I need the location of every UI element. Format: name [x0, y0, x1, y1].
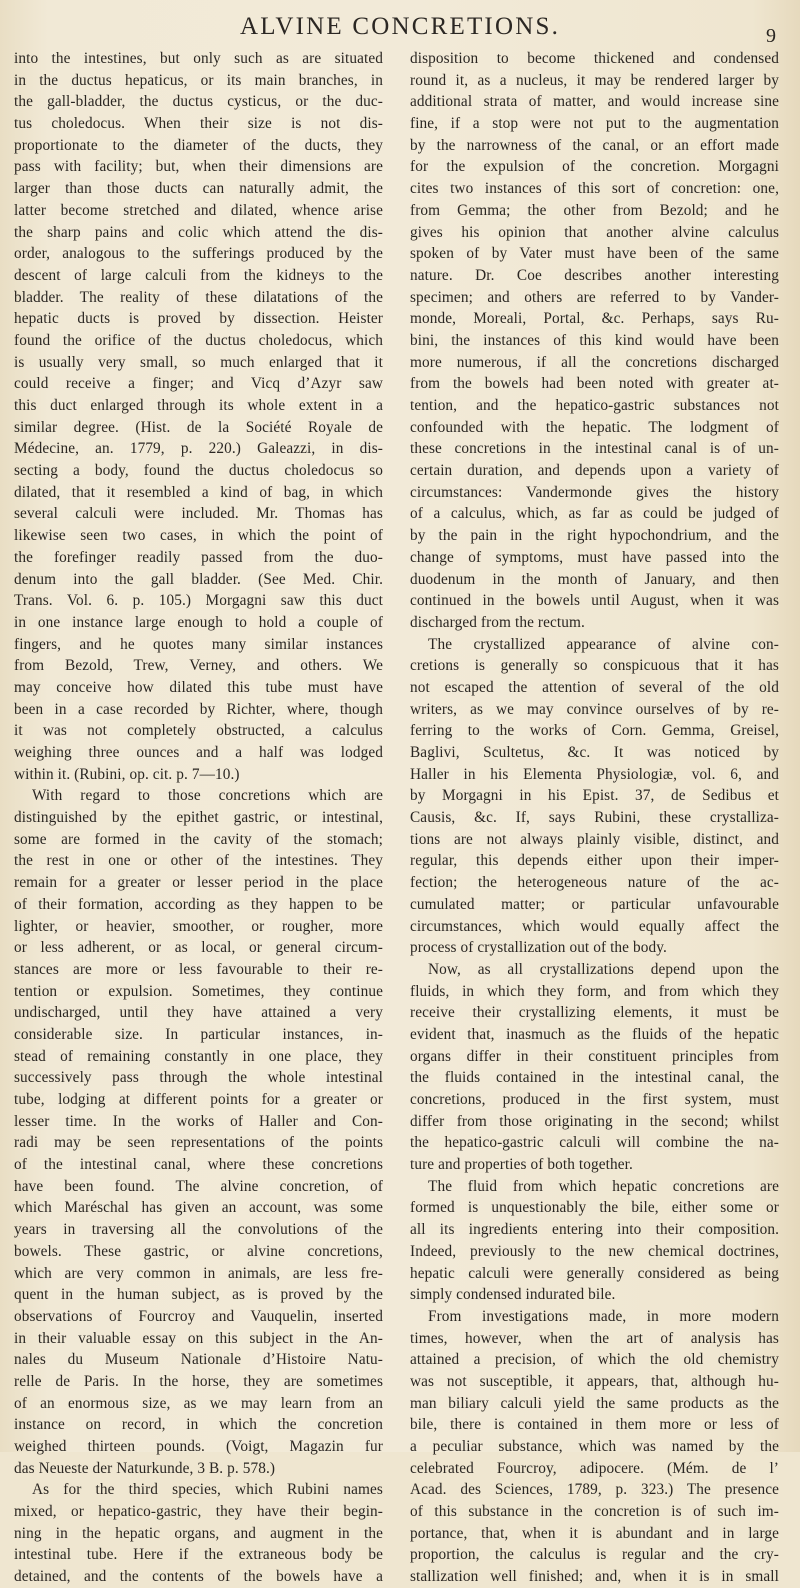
text-line: weighed thirteen pounds. (Voigt, Magazin fur [14, 1438, 383, 1455]
text-line: some are formed in the cavity of the stomach; [14, 830, 383, 848]
text-line: certain duration, and depends upon a variety of [410, 462, 779, 480]
text-line: continued in the bowels until August, when it was [410, 592, 779, 610]
text-line: bowels. These gastric, or alvine concretions, [14, 1242, 383, 1260]
text-line: latter become stretched and dilated, whence arise [14, 201, 383, 219]
text-line: bladder. The reality of these dilatations of the [14, 288, 383, 306]
text-line: the hepatico-gastric calculi will combine the na- [410, 1134, 779, 1152]
left-column [14, 48, 383, 1586]
text-line: found the orifice of the ductus choledocus, which [14, 331, 383, 349]
text-line: disposition to become thickened and condensed [410, 50, 779, 67]
text-line: The crystallized appearance of alvine con- [428, 635, 779, 653]
text-line: Haller in his Elementa Physiologiæ, vol. 6, and [410, 765, 779, 783]
text-line: could receive a finger; and Vicq d’Azyr saw [14, 375, 383, 393]
running-head [0, 10, 800, 47]
text-line: attained a precision, of which the old chemistry [410, 1351, 779, 1369]
text-line: secting a body, found the ductus choledocus so [14, 462, 383, 480]
text-line: by the narrowness of the canal, or an effort made [410, 136, 779, 154]
text-line: Baglivi, Scultetus, &c. It was noticed by [410, 744, 779, 761]
text-line: relle de Paris. In the horse, they are sometimes [14, 1372, 383, 1390]
text-line: was not susceptible, it appears, that, although hu- [410, 1372, 779, 1390]
text-line: in the ductus hepaticus, or its main branches, in [14, 71, 383, 89]
text-line: of their formation, according as they happen to be [14, 895, 383, 913]
text-line: considerable size. In particular instances, in- [14, 1025, 383, 1043]
text-line: additional strata of matter, and would increase sine [410, 93, 779, 111]
right-column [410, 48, 779, 1586]
page-number: 9 [766, 25, 776, 47]
text-line: ferring to the works of Corn. Gemma, Greisel, [410, 722, 779, 740]
text-line: which are very common in animals, are less fre- [14, 1264, 383, 1282]
text-line: circumstances, which would equally affect the [410, 917, 779, 935]
text-line: simply condensed indurated bile. [410, 1286, 616, 1304]
text-line: of an enormous size, as we may learn from an [14, 1394, 383, 1412]
text-line: remain for a greater or lesser period in the place [14, 874, 383, 892]
text-line: Acad. des Sciences, 1789, p. 323.) The presence [410, 1481, 779, 1499]
text-line: the fluids contained in the intestinal canal, the [410, 1069, 779, 1087]
text-line: tention, and the hepatico-gastric substances not [410, 397, 779, 414]
text-line: bile, there is contained in them more or less of [410, 1416, 779, 1434]
text-line: change of symptoms, must have passed into the [410, 548, 779, 566]
text-line: the forefinger readily passed from the duo- [14, 548, 383, 566]
text-line: Causis, &c. If, says Rubini, these crystalliza- [410, 809, 779, 827]
text-line: similar degree. (Hist. de la Société Royale de [14, 418, 383, 436]
text-line: fluids, in which they form, and from which they [410, 982, 779, 1000]
text-line: nature. Dr. Coe describes another interesting [410, 266, 779, 284]
text-line: may conceive how dilated this tube must have [14, 678, 383, 696]
text-line: Now, as all crystallizations depend upon the [428, 960, 779, 978]
text-line: into the intestines, but only such as are situated [14, 50, 383, 67]
text-line: or less adherent, or as local, or general circum- [14, 939, 383, 957]
text-line: which Maréschal has given an account, was some [14, 1199, 383, 1217]
text-line: the gall-bladder, the ductus cysticus, or the duc- [14, 93, 383, 111]
text-line: lesser time. In the works of Haller and Con- [14, 1112, 383, 1130]
text-line: proportionate to the diameter of the ducts, they [14, 136, 383, 154]
text-line: this duct enlarged through its whole extent in a [14, 397, 383, 414]
text-line: in their valuable essay on this subject in the An- [14, 1329, 383, 1347]
text-line: distinguished by the epithet gastric, or intestinal, [14, 809, 383, 827]
text-line: cumulated matter; or particular unfavourable [410, 895, 779, 913]
text-line: of a calculus, which, as far as could be judged of [410, 505, 779, 523]
text-line: from Gemma; the other from Bezold; and he [410, 201, 779, 219]
text-line: the rest in one or other of the intestines. They [14, 852, 383, 870]
text-line: for the expulsion of the concretion. Morgagni [410, 158, 779, 176]
text-line: all its ingredients entering into their composition. [410, 1221, 779, 1239]
text-line: tention or expulsion. Sometimes, they continue [14, 982, 383, 1000]
text-line: more numerous, if all the concretions discharged [410, 353, 779, 371]
text-line: in one instance large enough to hold a couple of [14, 613, 383, 631]
text-line: celebrated Fourcroy, adipocere. (Mém. de l’ [410, 1459, 779, 1477]
text-line: Médecine, an. 1779, p. 220.) Galeazzi, in dis- [14, 440, 383, 458]
text-line: likewise seen two cases, in which the point of [14, 527, 383, 545]
text-line: weighing three ounces and a half was lodged [14, 744, 383, 761]
text-line: ning in the hepatic organs, and augment in the [14, 1524, 383, 1542]
text-line: round it, as a nucleus, it may be rendered larger by [410, 71, 779, 89]
text-line: denum into the gall bladder. (See Med. Chir. [14, 570, 383, 588]
text-line: the sharp pains and colic which attend the dis- [14, 223, 383, 241]
text-line: duodenum in the month of January, and then [410, 570, 779, 588]
text-line: From investigations made, in more modern [428, 1307, 779, 1325]
text-line: pass with facility; but, when their dimensions are [14, 158, 383, 176]
text-line: spoken of by Vater must have been of the same [410, 245, 779, 263]
text-line: specimen; and others are referred to by Vander- [410, 288, 779, 306]
text-line: differ from those originating in the second; whilst [410, 1112, 779, 1130]
text-line: confounded with the hepatic. The lodgment of [410, 418, 779, 436]
text-line: process of crystallization out of the body. [410, 939, 667, 957]
text-line: man biliary calculi yield the same products as the [410, 1394, 779, 1412]
text-line: discharged from the rectum. [410, 613, 585, 631]
text-line: is usually very small, so much enlarged that it [14, 353, 383, 371]
text-line: concretions, produced in the first system, must [410, 1091, 779, 1108]
text-line: several calculi were included. Mr. Thomas has [14, 505, 383, 523]
text-line: bini, the instances of this kind would have been [410, 331, 779, 349]
text-line: times, however, when the art of analysis has [410, 1329, 779, 1347]
text-line: fection; the heterogeneous nature of the ac- [410, 874, 779, 892]
text-line: nales du Museum Nationale d’Histoire Natu- [14, 1351, 383, 1369]
text-line: proportion, the calculus is regular and the cry- [410, 1546, 779, 1564]
text-line: lighter, or heavier, smoother, or rougher, more [14, 917, 383, 935]
text-line: a peculiar substance, which was named by the [410, 1438, 779, 1455]
text-line: not escaped the attention of several of the old [410, 678, 779, 696]
text-line: With regard to those concretions which are [32, 787, 383, 805]
text-line: detained, and the contents of the bowels have a [14, 1568, 383, 1586]
text-line: undischarged, until they have attained a very [14, 1004, 383, 1022]
text-line: from Bezold, Trew, Verney, and others. We [14, 657, 383, 675]
text-line: order, analogous to the sufferings produced by the [14, 245, 383, 263]
text-line: stances are more or less favourable to their re- [14, 960, 383, 978]
text-line: Indeed, previously to the new chemical doctrines, [410, 1242, 779, 1260]
text-line: have been found. The alvine concretion, of [14, 1177, 383, 1195]
text-line: cites two instances of this sort of concretion: one, [410, 180, 779, 198]
text-line: ture and properties of both together. [410, 1156, 633, 1174]
text-line: tube, lodging at different points for a greater or [14, 1091, 383, 1108]
text-line: successively pass through the whole intestinal [14, 1069, 383, 1087]
text-line: Trans. Vol. 6. p. 105.) Morgagni saw this duct [14, 592, 383, 610]
text-line: hepatic calculi were generally considered as being [410, 1264, 779, 1282]
text-line: evident that, inasmuch as the fluids of the hepatic [410, 1025, 779, 1043]
text-line: stead of remaining constantly in one place, they [14, 1047, 383, 1065]
text-line: regular, this depends either upon their imper- [410, 852, 779, 870]
text-line: mixed, or hepatico-gastric, they have their begin- [14, 1503, 383, 1521]
text-line: hepatic ducts is proved by dissection. Heister [14, 310, 383, 328]
text-line: monde, Moreali, Portal, &c. Perhaps, says Ru- [410, 310, 779, 328]
text-line: years in traversing all the convolutions of the [14, 1221, 383, 1239]
text-line: observations of Fourcroy and Vauquelin, inserted [14, 1307, 383, 1325]
text-line: writers, as we may convince ourselves of by re- [410, 700, 779, 718]
text-line: fingers, and he quotes many similar instances [14, 635, 383, 653]
text-line: it was not completely obstructed, a calculus [14, 722, 383, 740]
text-line: gives his opinion that another alvine calculus [410, 223, 779, 241]
text-line: radi may be seen representations of the points [14, 1134, 383, 1152]
text-line: of this substance in the concretion is of such im- [410, 1503, 779, 1521]
running-head-title: ALVINE CONCRETIONS. [239, 13, 561, 40]
text-line: from the bowels had been noted with greater at- [410, 375, 779, 393]
text-line: larger than those ducts can naturally admit, the [14, 180, 383, 198]
text-line: by the pain in the right hypochondrium, and the [410, 527, 779, 545]
text-line: descent of large calculi from the kidneys to the [14, 266, 383, 284]
text-line: tions are not always plainly visible, distinct, and [410, 830, 779, 848]
text-line: As for the third species, which Rubini names [32, 1481, 383, 1499]
text-line: by Morgagni in his Epist. 37, de Sedibus et [410, 787, 779, 805]
text-line: The fluid from which hepatic concretions are [428, 1177, 779, 1195]
text-line: these concretions in the intestinal canal is of un- [410, 440, 779, 458]
text-line: formed is unquestionably the bile, either some or [410, 1199, 779, 1217]
text-line: dilated, that it resembled a kind of bag, in which [14, 483, 383, 501]
text-line: fine, if a stop were not put to the augmentation [410, 115, 779, 133]
text-line: quent in the human subject, as is proved by the [14, 1286, 383, 1304]
text-line: portance, that, when it is abundant and in large [410, 1524, 779, 1542]
text-line: of the intestinal canal, where these concretions [14, 1156, 383, 1174]
text-line: tus choledocus. When their size is not dis- [14, 115, 383, 133]
text-line: organs differ in their constituent principles from [410, 1047, 779, 1065]
text-line: das Neueste der Naturkunde, 3 B. p. 578.) [14, 1459, 276, 1477]
text-line: stallization well finished; and, when it is in small [410, 1568, 779, 1586]
text-line: instance on record, in which the concretion [14, 1416, 383, 1434]
text-line: intestinal tube. Here if the extraneous body be [14, 1546, 383, 1564]
text-line: circumstances: Vandermonde gives the history [410, 483, 779, 501]
text-line: receive their crystallizing elements, it must be [410, 1004, 779, 1022]
text-line: cretions is generally so conspicuous that it has [410, 657, 779, 675]
text-line: within it. (Rubini, op. cit. p. 7—10.) [14, 765, 240, 783]
text-line: been in a case recorded by Richter, where, though [14, 700, 383, 718]
